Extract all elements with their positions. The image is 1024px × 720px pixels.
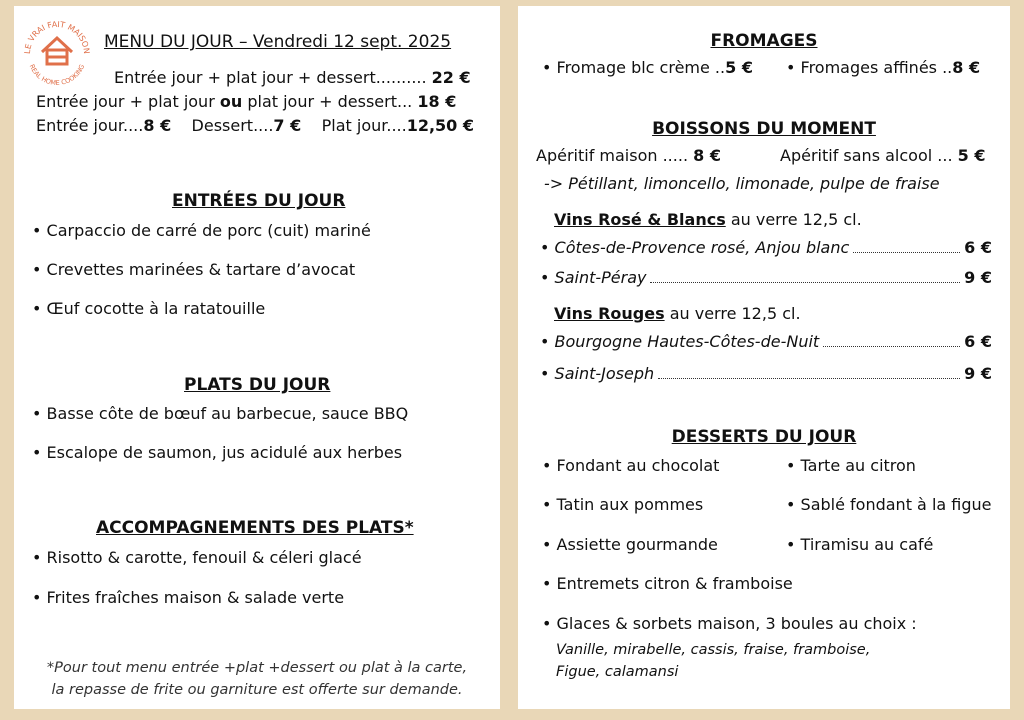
logo-house-icon: [20, 14, 94, 88]
dessert-item: • Glaces & sorbets maison, 3 boules au choix :: [542, 614, 917, 634]
dessert-item: • Fondant au chocolat: [542, 456, 719, 476]
menu-title: MENU DU JOUR – Vendredi 12 sept. 2025: [104, 32, 452, 52]
dessert-item: • Assiette gourmande: [542, 535, 718, 555]
formula-3: Entrée jour....8 € Dessert....7 € Plat jour....12,50 €: [36, 116, 475, 135]
plats-title: PLATS DU JOUR: [184, 375, 331, 395]
footnote-line: la repasse de frite ou garniture est offerte sur demande.: [51, 682, 463, 698]
entree-item: • Œuf cocotte à la ratatouille: [32, 299, 265, 319]
aperitif-note: -> Pétillant, limoncello, limonade, pulpe de fraise: [544, 174, 940, 193]
entree-item: • Carpaccio de carré de porc (cuit) mariné: [32, 221, 371, 241]
desserts-title: DESSERTS DU JOUR: [671, 427, 857, 447]
aperitif-maison: Apéritif maison ..... 8 €: [536, 146, 721, 165]
glace-flavours: Figue, calamansi: [556, 664, 679, 680]
glace-flavours: Vanille, mirabelle, cassis, fraise, framboise,: [556, 642, 871, 658]
rouge-heading: Vins Rouges au verre 12,5 cl.: [554, 304, 801, 323]
fromages-title: FROMAGES: [710, 31, 818, 51]
accomp-item: • Frites fraîches maison & salade verte: [32, 588, 344, 608]
menu-right-page: [518, 6, 1010, 709]
dessert-item: • Entremets citron & framboise: [542, 574, 793, 594]
rose-blanc-heading: Vins Rosé & Blancs au verre 12,5 cl.: [554, 210, 862, 229]
accomp-item: • Risotto & carotte, fenouil & céleri glacé: [32, 548, 362, 568]
menu-left-page: [14, 6, 500, 709]
wine-row: • Saint-Péray 9 €: [540, 268, 992, 288]
accomp-title: ACCOMPAGNEMENTS DES PLATS*: [96, 518, 414, 538]
dessert-item: • Tiramisu au café: [786, 535, 933, 555]
formula-1: Entrée jour + plat jour + dessert.......... 22 €: [114, 68, 471, 87]
wine-row: • Saint-Joseph 9 €: [540, 364, 992, 384]
footnote-line: *Pour tout menu entrée +plat +dessert ou plat à la carte,: [46, 660, 468, 676]
fromage-item: • Fromage blc crème ..5 €: [542, 58, 753, 78]
fromage-item: • Fromages affinés ..8 €: [786, 58, 980, 78]
aperitif-sans-alcool: Apéritif sans alcool ... 5 €: [780, 146, 986, 165]
plat-item: • Basse côte de bœuf au barbecue, sauce BBQ: [32, 404, 408, 424]
wine-row: • Bourgogne Hautes-Côtes-de-Nuit 6 €: [540, 332, 992, 352]
entrees-title: ENTRÉES DU JOUR: [172, 191, 346, 211]
wine-row: • Côtes-de-Provence rosé, Anjou blanc 6 €: [540, 238, 992, 258]
boissons-title: BOISSONS DU MOMENT: [652, 119, 876, 139]
dessert-item: • Tatin aux pommes: [542, 495, 703, 515]
dessert-item: • Tarte au citron: [786, 456, 916, 476]
svg-text:REAL HOME COOKING: [28, 63, 87, 87]
logo-bottom-text: REAL HOME COOKING: [27, 63, 87, 88]
entree-item: • Crevettes marinées & tartare d’avocat: [32, 260, 355, 280]
plat-item: • Escalope de saumon, jus acidulé aux herbes: [32, 443, 402, 463]
formula-2: Entrée jour + plat jour ou plat jour + dessert... 18 €: [36, 92, 457, 111]
logo-top-text: LE VRAI FAIT MAISON: [22, 19, 92, 55]
dessert-item: • Sablé fondant à la figue: [786, 495, 992, 515]
